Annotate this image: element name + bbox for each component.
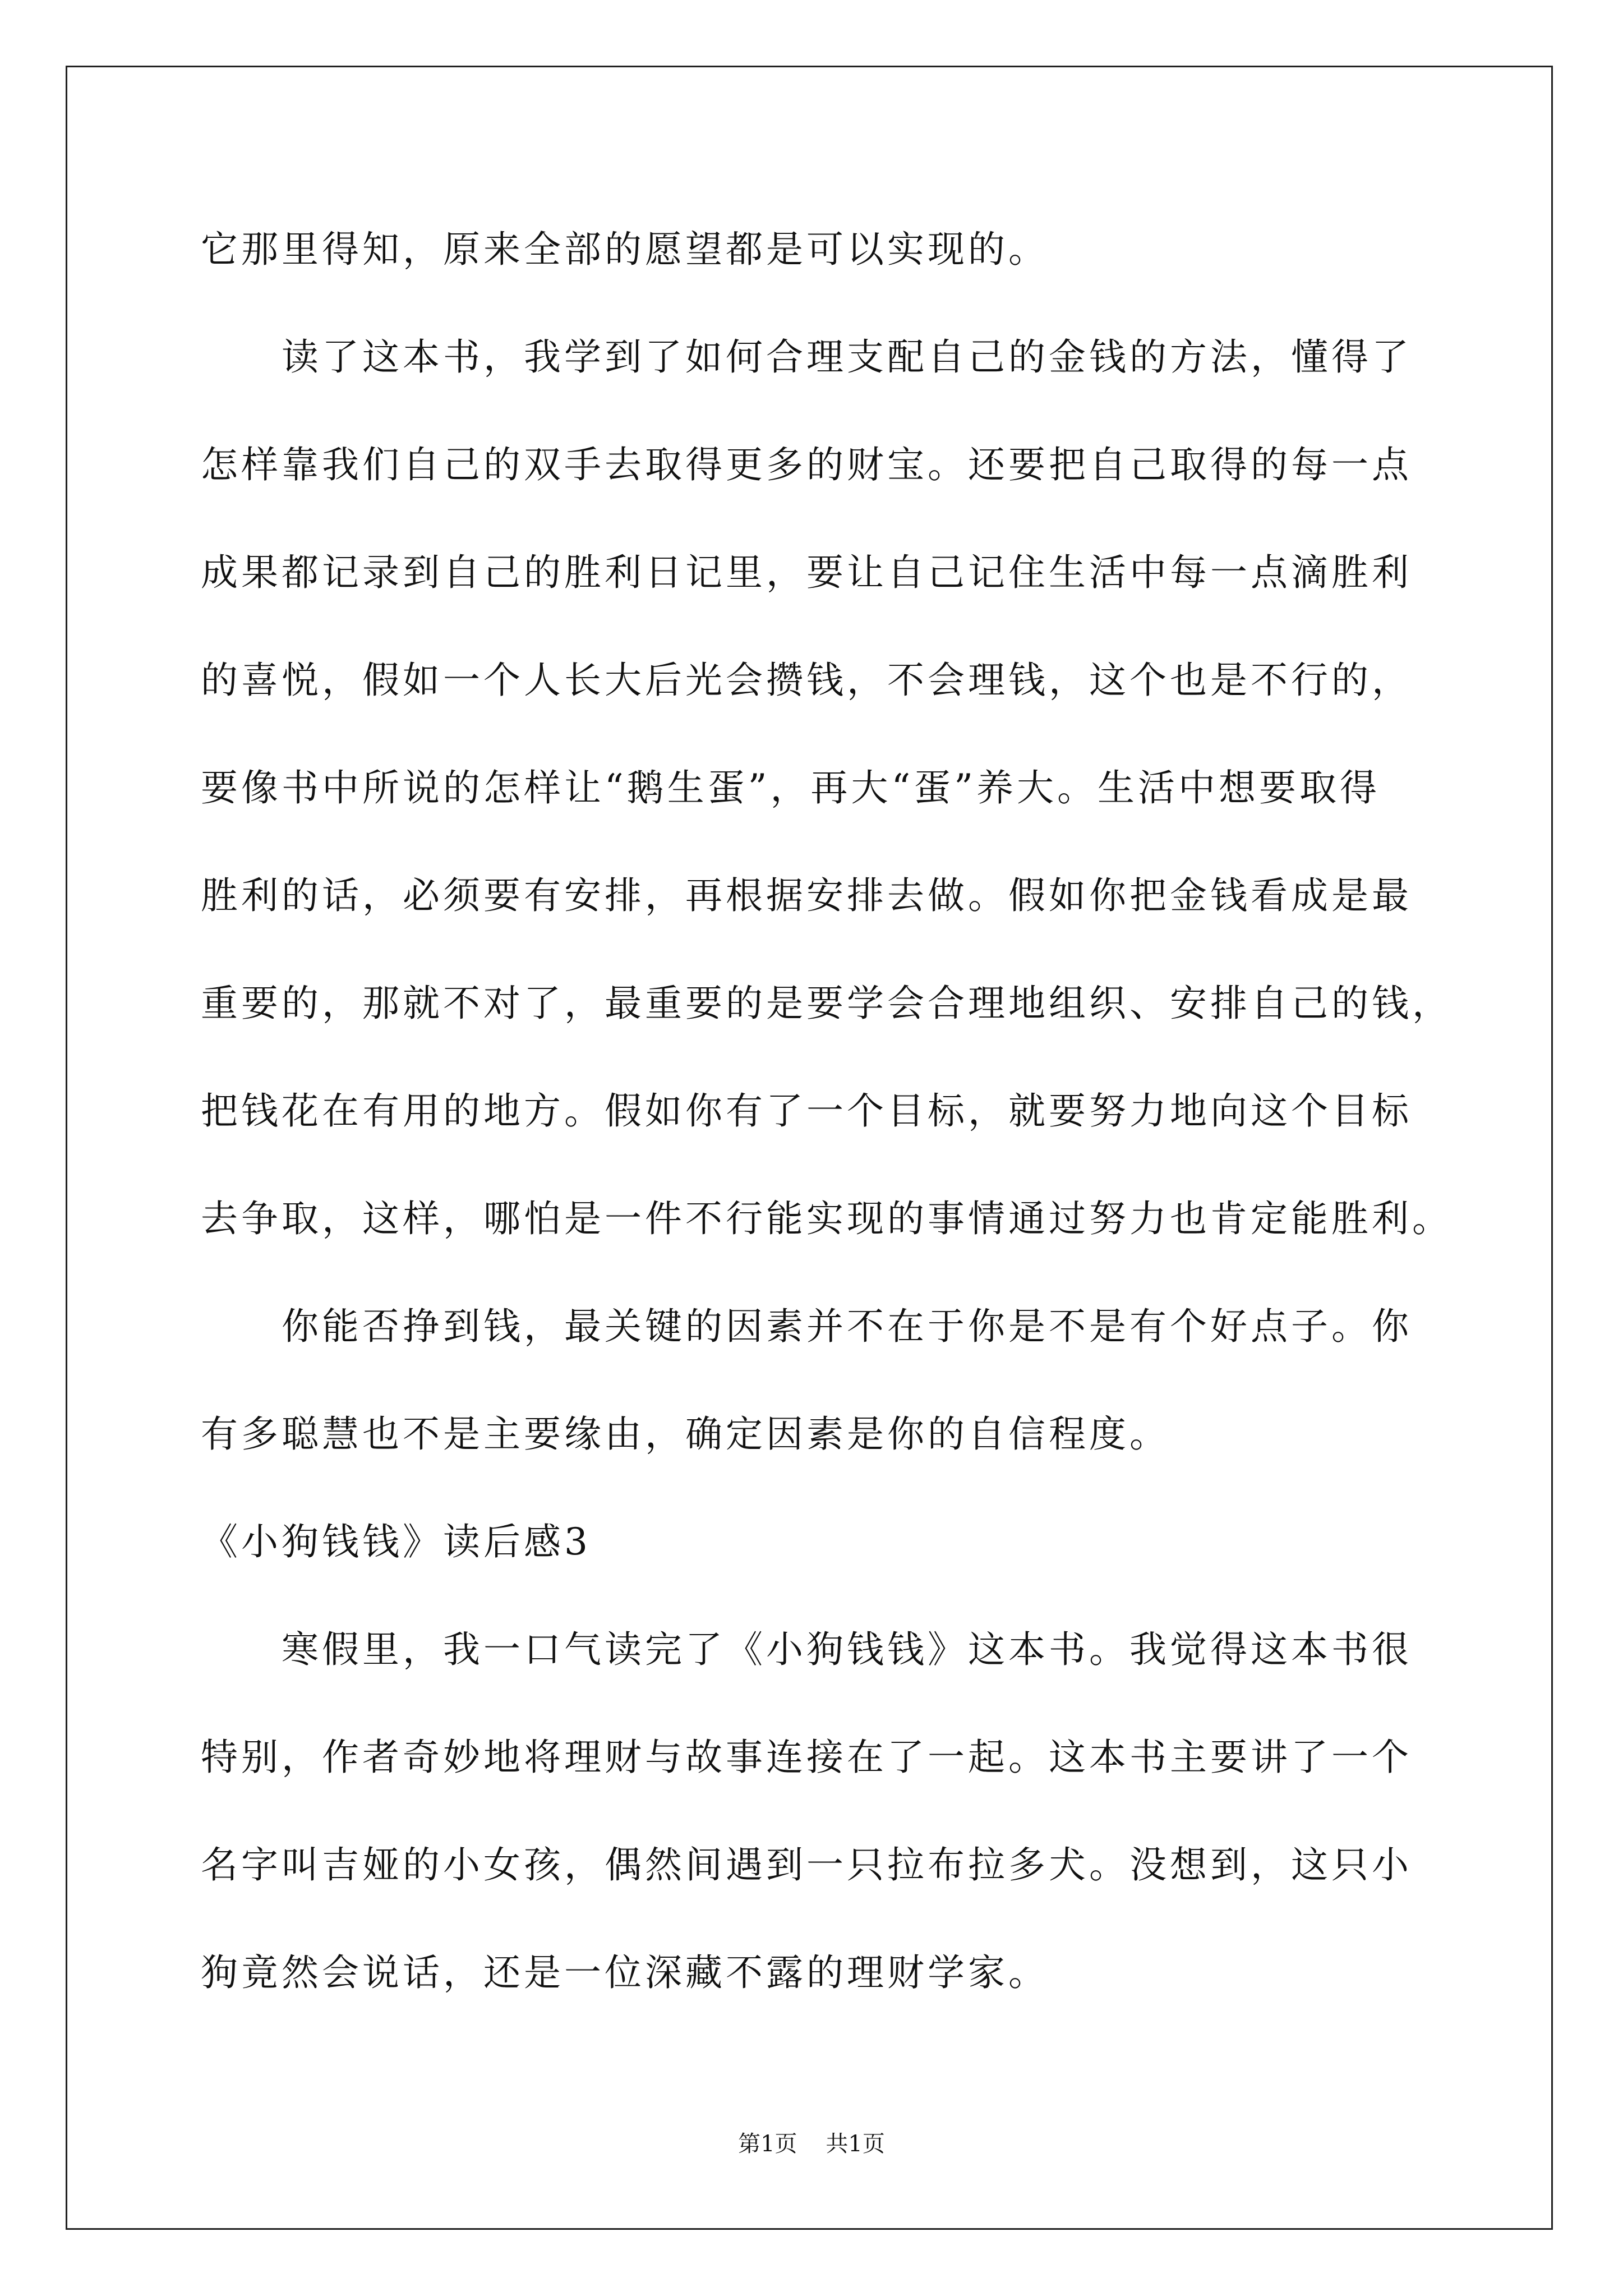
text-line: 寒假里，我一口气读完了《小狗钱钱》这本书。我觉得这本书很 xyxy=(201,1628,1412,1671)
text-line: 名字叫吉娅的小女孩，偶然间遇到一只拉布拉多犬。没想到，这只小 xyxy=(201,1843,1412,1887)
text-line: 成果都记录到自己的胜利日记里，要让自己记住生活中每一点滴胜利 xyxy=(201,551,1412,594)
text-line: 要像书中所说的怎样让“鹅生蛋”，再大“蛋”养大。生活中想要取得 xyxy=(201,766,1380,809)
text-line: 把钱花在有用的地方。假如你有了一个目标，就要努力地向这个目标 xyxy=(201,1089,1412,1133)
text-line: 胜利的话，必须要有安排，再根据安排去做。假如你把金钱看成是最 xyxy=(201,874,1412,917)
text-line: 有多聪慧也不是主要缘由，确定因素是你的自信程度。 xyxy=(201,1412,1170,1456)
text-line: 它那里得知，原来全部的愿望都是可以实现的。 xyxy=(201,228,1049,271)
text-line: 的喜悦，假如一个人长大后光会攒钱，不会理钱，这个也是不行的， xyxy=(201,659,1412,702)
section-heading: 《小狗钱钱》读后感3 xyxy=(201,1520,591,1563)
text-line: 去争取，这样，哪怕是一件不行能实现的事情通过努力也肯定能胜利。 xyxy=(201,1197,1453,1240)
page-footer: 第1页 共1页 xyxy=(738,2131,885,2157)
text-line: 你能否挣到钱，最关键的因素并不在于你是不是有个好点子。你 xyxy=(201,1305,1412,1348)
text-line: 读了这本书，我学到了如何合理支配自己的金钱的方法，懂得了 xyxy=(201,335,1412,379)
text-line: 怎样靠我们自己的双手去取得更多的财宝。还要把自己取得的每一点 xyxy=(201,443,1412,486)
text-line: 特别，作者奇妙地将理财与故事连接在了一起。这本书主要讲了一个 xyxy=(201,1736,1412,1779)
text-line: 狗竟然会说话，还是一位深藏不露的理财学家。 xyxy=(201,1951,1049,1994)
text-line: 重要的，那就不对了，最重要的是要学会合理地组织、安排自己的钱， xyxy=(201,982,1453,1025)
page-frame xyxy=(66,66,1553,2230)
